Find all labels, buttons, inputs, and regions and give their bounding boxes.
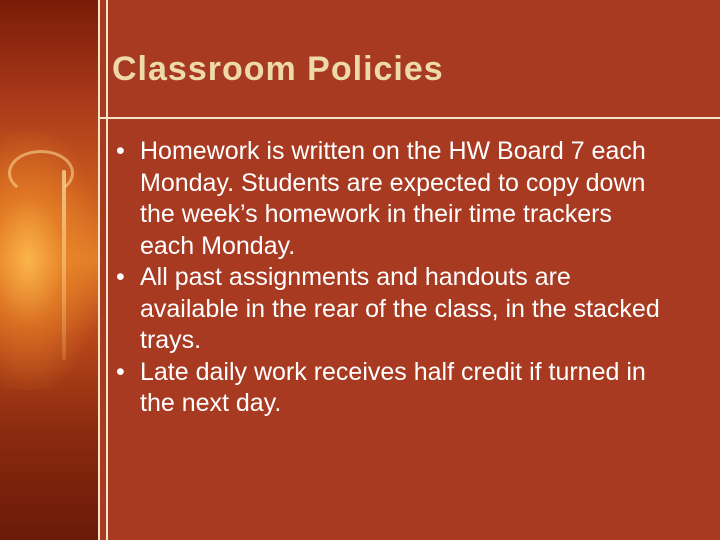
bullet-item: [112, 136, 672, 262]
bullet-marker: •: [116, 137, 125, 165]
decorative-glass-image: [0, 0, 98, 540]
glass-edge: [62, 170, 66, 360]
bullet-text: Homework is written on the HW Board 7 each Monday. Students are expected to copy down the week’s homework in their time trackers each Monday.: [140, 137, 646, 260]
bullet-marker: •: [116, 357, 125, 386]
bullet-text: Late daily work receives half credit if turned in the next day.: [140, 357, 646, 417]
bullet-list: [112, 136, 672, 420]
bullet-item: [112, 262, 672, 357]
bullet-marker: •: [116, 263, 125, 291]
title-underline: [98, 117, 720, 119]
bullet-item: [112, 357, 672, 420]
vertical-rule: [106, 0, 108, 540]
slide-title: Classroom Policies: [112, 50, 444, 88]
vertical-rule: [98, 0, 100, 540]
bullet-text: All past assignments and handouts are available in the rear of the class, in the stacked trays.: [140, 263, 660, 354]
